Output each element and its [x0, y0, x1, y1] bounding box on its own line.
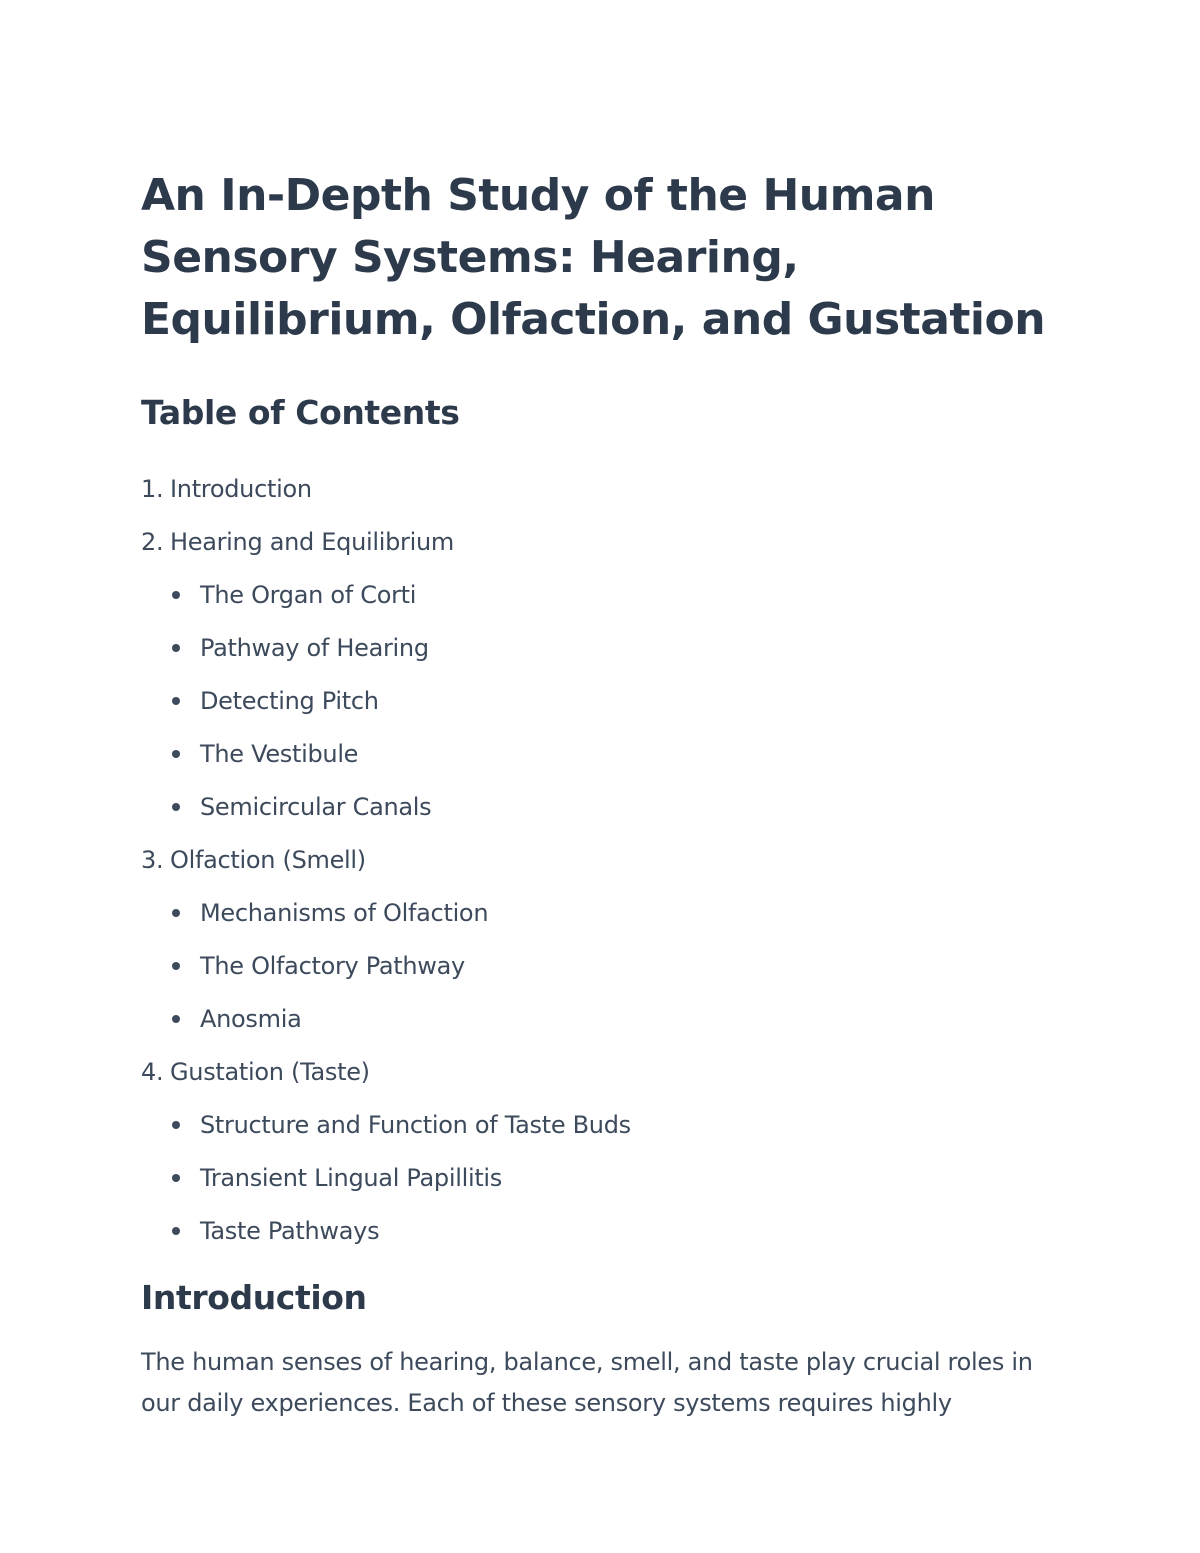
bullet-icon	[172, 644, 180, 652]
toc-subitem-label: Detecting Pitch	[200, 687, 379, 715]
toc-number: 1.	[141, 475, 164, 503]
toc-subitem-label: Pathway of Hearing	[200, 634, 429, 662]
table-of-contents	[141, 463, 1071, 1258]
toc-subitem-label: Transient Lingual Papillitis	[200, 1164, 502, 1192]
toc-label: Gustation (Taste)	[170, 1058, 370, 1086]
toc-sublist-hearing	[141, 569, 1071, 834]
bullet-icon	[172, 1121, 180, 1129]
toc-subitem-label: Semicircular Canals	[200, 793, 432, 821]
toc-label: Olfaction (Smell)	[170, 846, 366, 874]
bullet-icon	[172, 909, 180, 917]
toc-sublist-olfaction	[141, 887, 1071, 1046]
document-page	[141, 165, 1071, 1424]
toc-subitem-label: The Vestibule	[200, 740, 359, 768]
toc-item-hearing-equilibrium	[141, 516, 1071, 569]
toc-sublist-gustation	[141, 1099, 1071, 1258]
toc-subitem-label: Structure and Function of Taste Buds	[200, 1111, 631, 1139]
toc-subitem-label: Taste Pathways	[200, 1217, 380, 1245]
toc-subitem	[141, 622, 1071, 675]
toc-number: 3.	[141, 846, 164, 874]
toc-item-olfaction	[141, 834, 1071, 887]
bullet-icon	[172, 962, 180, 970]
toc-number: 2.	[141, 528, 164, 556]
toc-number: 4.	[141, 1058, 164, 1086]
toc-item-introduction	[141, 463, 1071, 516]
bullet-icon	[172, 803, 180, 811]
bullet-icon	[172, 1227, 180, 1235]
toc-label: Hearing and Equilibrium	[170, 528, 454, 556]
toc-heading: Table of Contents	[141, 393, 460, 432]
toc-subitem	[141, 675, 1071, 728]
introduction-heading: Introduction	[141, 1278, 367, 1317]
bullet-icon	[172, 1174, 180, 1182]
document-title: An In-Depth Study of the Human Sensory Systems: Hearing, Equilibrium, Olfaction, and Gustation	[141, 170, 1046, 345]
toc-subitem-label: The Organ of Corti	[200, 581, 417, 609]
toc-subitem	[141, 1099, 1071, 1152]
bullet-icon	[172, 1015, 180, 1023]
toc-subitem	[141, 993, 1071, 1046]
toc-subitem	[141, 887, 1071, 940]
toc-subitem	[141, 1205, 1071, 1258]
toc-item-gustation	[141, 1046, 1071, 1099]
toc-subitem	[141, 940, 1071, 993]
toc-subitem-label: Mechanisms of Olfaction	[200, 899, 489, 927]
toc-subitem-label: The Olfactory Pathway	[200, 952, 465, 980]
bullet-icon	[172, 750, 180, 758]
toc-label: Introduction	[170, 475, 312, 503]
toc-subitem-label: Anosmia	[200, 1005, 302, 1033]
toc-subitem	[141, 728, 1071, 781]
introduction-paragraph: The human senses of hearing, balance, smell, and taste play crucial roles in our daily experiences. Each of these sensory systems requires highly	[141, 1348, 1033, 1417]
bullet-icon	[172, 697, 180, 705]
toc-subitem	[141, 1152, 1071, 1205]
toc-subitem	[141, 569, 1071, 622]
bullet-icon	[172, 591, 180, 599]
toc-subitem	[141, 781, 1071, 834]
